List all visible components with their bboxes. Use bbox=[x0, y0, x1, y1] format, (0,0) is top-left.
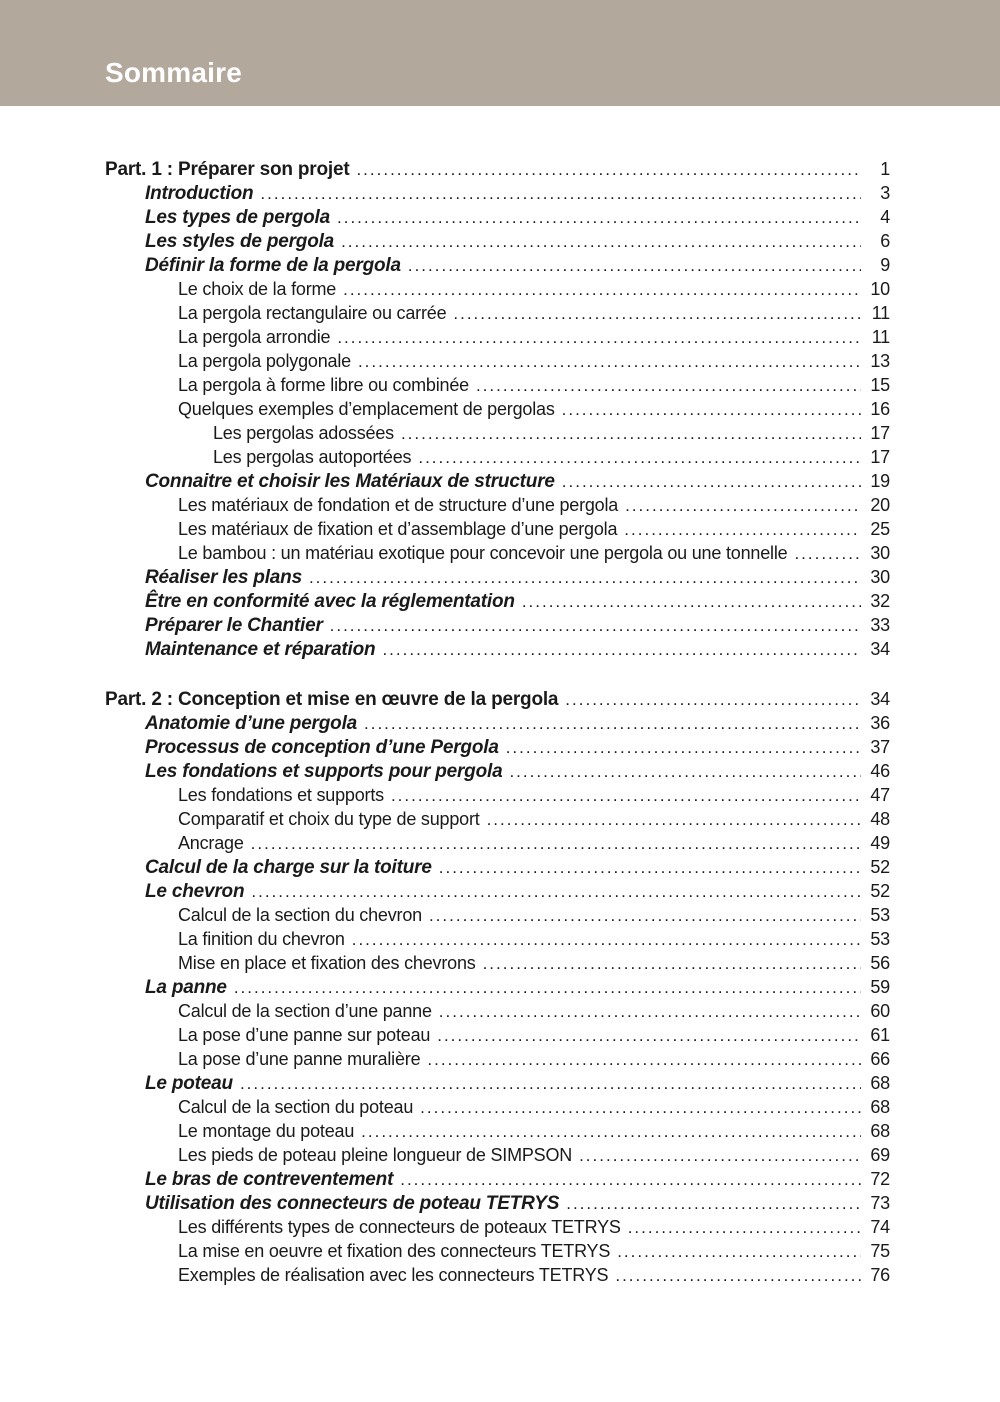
toc-entry-label: Connaitre et choisir les Matériaux de structure bbox=[145, 471, 555, 492]
toc-entry[interactable] bbox=[105, 1047, 890, 1071]
toc-entry-page: 53 bbox=[870, 905, 890, 925]
toc-entry[interactable] bbox=[105, 1119, 890, 1143]
toc-entry-page: 66 bbox=[870, 1049, 890, 1069]
toc-entry-label: Réaliser les plans bbox=[145, 567, 302, 588]
dot-leader bbox=[420, 1096, 861, 1121]
toc-entry-page: 30 bbox=[870, 567, 890, 587]
toc-entry[interactable] bbox=[105, 879, 890, 903]
toc-entry-label: Le chevron bbox=[145, 881, 245, 902]
dot-leader bbox=[418, 446, 861, 471]
dot-leader bbox=[522, 590, 861, 615]
toc-entry-page: 37 bbox=[870, 737, 890, 757]
toc-entry-label: Introduction bbox=[145, 183, 254, 204]
toc-entry[interactable] bbox=[105, 1143, 890, 1167]
toc-entry-label: Le choix de la forme bbox=[178, 279, 337, 299]
toc-entry-page: 74 bbox=[870, 1217, 890, 1237]
dot-leader bbox=[562, 470, 861, 495]
toc-entry-label: Part. 1 : Préparer son projet bbox=[105, 159, 350, 180]
toc-entry-page: 53 bbox=[870, 929, 890, 949]
toc-entry[interactable] bbox=[105, 807, 890, 831]
toc-entry[interactable] bbox=[105, 637, 890, 661]
toc-entry-page: 76 bbox=[870, 1265, 890, 1285]
toc-entry[interactable] bbox=[105, 831, 890, 855]
toc-entry[interactable] bbox=[105, 421, 890, 445]
dot-leader bbox=[352, 928, 861, 953]
toc-entry[interactable] bbox=[105, 325, 890, 349]
toc-entry-label: Le bras de contreventement bbox=[145, 1169, 394, 1190]
dot-leader bbox=[251, 880, 861, 905]
toc-entry[interactable] bbox=[105, 999, 890, 1023]
toc-entry[interactable] bbox=[105, 469, 890, 493]
toc-entry-label: Préparer le Chantier bbox=[145, 615, 323, 636]
toc-entry-label: Les types de pergola bbox=[145, 207, 331, 228]
dot-leader bbox=[506, 736, 861, 761]
toc-entry-page: 32 bbox=[870, 591, 890, 611]
dot-leader bbox=[562, 398, 861, 423]
dot-leader bbox=[234, 976, 861, 1001]
dot-leader bbox=[364, 712, 861, 737]
toc-entry[interactable] bbox=[105, 975, 890, 999]
dot-leader bbox=[343, 278, 861, 303]
toc-entry-page: 68 bbox=[870, 1073, 890, 1093]
dot-leader bbox=[437, 1024, 861, 1049]
dot-leader bbox=[382, 638, 861, 663]
toc-entry[interactable] bbox=[105, 589, 890, 613]
toc-entry[interactable] bbox=[105, 229, 890, 253]
toc-entry-label: Calcul de la section d’une panne bbox=[178, 1001, 432, 1021]
dot-leader bbox=[509, 760, 861, 785]
toc-entry-label: La mise en oeuvre et fixation des connecteurs TETRYS bbox=[178, 1241, 611, 1261]
dot-leader bbox=[391, 784, 861, 809]
toc-entry[interactable] bbox=[105, 1239, 890, 1263]
toc-entry-label: Quelques exemples d’emplacement de pergolas bbox=[178, 399, 555, 419]
dot-leader bbox=[439, 1000, 861, 1025]
toc-entry-label: La finition du chevron bbox=[178, 929, 345, 949]
dot-leader bbox=[579, 1144, 861, 1169]
toc-entry-page: 10 bbox=[870, 279, 890, 299]
toc-entry[interactable] bbox=[105, 565, 890, 589]
toc-entry-label: Maintenance et réparation bbox=[145, 639, 376, 660]
dot-leader bbox=[427, 1048, 861, 1073]
toc-entry-label: Les pergolas autoportées bbox=[213, 447, 412, 467]
dot-leader bbox=[453, 302, 861, 327]
toc-entry[interactable] bbox=[105, 373, 890, 397]
toc-section bbox=[105, 687, 890, 1287]
toc-entry-page: 46 bbox=[870, 761, 890, 781]
toc-entry[interactable] bbox=[105, 277, 890, 301]
dot-leader bbox=[617, 1240, 861, 1265]
toc-entry-label: Les matériaux de fixation et d’assemblage d’une pergola bbox=[178, 519, 618, 539]
toc-entry-page: 73 bbox=[870, 1193, 890, 1213]
toc-entry-label: La pose d’une panne sur poteau bbox=[178, 1025, 431, 1045]
toc-entry[interactable] bbox=[105, 157, 890, 181]
dot-leader bbox=[429, 904, 861, 929]
dot-leader bbox=[483, 952, 861, 977]
dot-leader bbox=[476, 374, 861, 399]
toc-entry-label: Calcul de la charge sur la toiture bbox=[145, 857, 432, 878]
toc-entry-label: Le bambou : un matériau exotique pour concevoir une pergola ou une tonnelle bbox=[178, 543, 788, 563]
header-band bbox=[0, 0, 1000, 106]
toc-entry-page: 56 bbox=[870, 953, 890, 973]
dot-leader bbox=[361, 1120, 861, 1145]
toc-entry-page: 17 bbox=[870, 447, 890, 467]
dot-leader bbox=[439, 856, 861, 881]
dot-leader bbox=[566, 1192, 861, 1217]
toc-entry-page: 19 bbox=[870, 471, 890, 491]
page-title: Sommaire bbox=[105, 57, 242, 88]
toc-entry-label: Mise en place et fixation des chevrons bbox=[178, 953, 476, 973]
toc-entry-page: 20 bbox=[870, 495, 890, 515]
toc-entry[interactable] bbox=[105, 735, 890, 759]
dot-leader bbox=[408, 254, 861, 279]
toc-entry-label: Exemples de réalisation avec les connecteurs TETRYS bbox=[178, 1265, 609, 1285]
toc-entry-label: La pose d’une panne muralière bbox=[178, 1049, 421, 1069]
dot-leader bbox=[401, 422, 861, 447]
toc-entry-page: 72 bbox=[870, 1169, 890, 1189]
toc-entry[interactable] bbox=[105, 253, 890, 277]
toc-entry-page: 69 bbox=[870, 1145, 890, 1165]
toc-entry[interactable] bbox=[105, 397, 890, 421]
toc-entry-label: La pergola à forme libre ou combinée bbox=[178, 375, 469, 395]
toc-entry-page: 11 bbox=[871, 303, 890, 323]
toc-entry-page: 68 bbox=[870, 1097, 890, 1117]
toc-entry-page: 16 bbox=[870, 399, 890, 419]
toc-entry[interactable] bbox=[105, 181, 890, 205]
toc-entry[interactable] bbox=[105, 759, 890, 783]
toc-section bbox=[105, 157, 890, 661]
toc-entry[interactable] bbox=[105, 205, 890, 229]
toc-entry[interactable] bbox=[105, 541, 890, 565]
toc-entry-label: Comparatif et choix du type de support bbox=[178, 809, 480, 829]
toc-entry-page: 49 bbox=[870, 833, 890, 853]
dot-leader bbox=[356, 158, 861, 183]
toc-entry[interactable] bbox=[105, 1215, 890, 1239]
toc-entry-page: 9 bbox=[880, 255, 890, 275]
dot-leader bbox=[400, 1168, 861, 1193]
toc-entry-page: 33 bbox=[870, 615, 890, 635]
toc-entry-page: 17 bbox=[870, 423, 890, 443]
dot-leader bbox=[625, 494, 861, 519]
toc-entry-page: 34 bbox=[870, 639, 890, 659]
toc-entry[interactable] bbox=[105, 1095, 890, 1119]
toc-entry-page: 3 bbox=[880, 183, 890, 203]
toc-entry-label: Le poteau bbox=[145, 1073, 233, 1094]
dot-leader bbox=[794, 542, 861, 567]
toc-entry[interactable] bbox=[105, 445, 890, 469]
dot-leader bbox=[240, 1072, 861, 1097]
toc-entry-page: 75 bbox=[870, 1241, 890, 1261]
toc-entry-label: Calcul de la section du chevron bbox=[178, 905, 422, 925]
toc-entry-page: 59 bbox=[870, 977, 890, 997]
toc-entry[interactable] bbox=[105, 613, 890, 637]
dot-leader bbox=[251, 832, 861, 857]
dot-leader bbox=[487, 808, 861, 833]
toc-entry-page: 13 bbox=[870, 351, 890, 371]
toc-entry-label: Processus de conception d’une Pergola bbox=[145, 737, 499, 758]
table-of-contents bbox=[105, 157, 890, 1287]
toc-entry-page: 47 bbox=[870, 785, 890, 805]
toc-entry-label: Ancrage bbox=[178, 833, 244, 853]
toc-entry-label: Les fondations et supports bbox=[178, 785, 384, 805]
toc-entry-page: 48 bbox=[870, 809, 890, 829]
toc-entry[interactable] bbox=[105, 1191, 890, 1215]
toc-entry-label: Les styles de pergola bbox=[145, 231, 335, 252]
toc-entry-label: Part. 2 : Conception et mise en œuvre de la pergola bbox=[105, 689, 559, 710]
toc-entry-label: Définir la forme de la pergola bbox=[145, 255, 401, 276]
toc-entry[interactable] bbox=[105, 1071, 890, 1095]
toc-entry[interactable] bbox=[105, 927, 890, 951]
toc-entry-page: 52 bbox=[870, 881, 890, 901]
dot-leader bbox=[565, 688, 861, 713]
toc-entry-page: 34 bbox=[870, 689, 890, 709]
toc-entry-page: 61 bbox=[870, 1025, 890, 1045]
toc-entry[interactable] bbox=[105, 855, 890, 879]
toc-entry-label: Utilisation des connecteurs de poteau TETRYS bbox=[145, 1193, 560, 1214]
toc-entry[interactable] bbox=[105, 951, 890, 975]
toc-entry[interactable] bbox=[105, 711, 890, 735]
toc-entry-label: La pergola rectangulaire ou carrée bbox=[178, 303, 447, 323]
dot-leader bbox=[260, 182, 861, 207]
toc-entry[interactable] bbox=[105, 1263, 890, 1287]
toc-entry-page: 36 bbox=[870, 713, 890, 733]
dot-leader bbox=[309, 566, 861, 591]
toc-entry-label: Anatomie d’une pergola bbox=[145, 713, 358, 734]
toc-entry-label: Les différents types de connecteurs de poteaux TETRYS bbox=[178, 1217, 621, 1237]
dot-leader bbox=[624, 518, 861, 543]
toc-entry[interactable] bbox=[105, 301, 890, 325]
toc-entry[interactable] bbox=[105, 517, 890, 541]
toc-entry-page: 30 bbox=[870, 543, 890, 563]
dot-leader bbox=[341, 230, 861, 255]
toc-entry-page: 11 bbox=[871, 327, 890, 347]
toc-entry-label: Être en conformité avec la réglementation bbox=[145, 591, 515, 612]
dot-leader bbox=[337, 206, 861, 231]
toc-entry[interactable] bbox=[105, 687, 890, 711]
toc-entry-label: Les fondations et supports pour pergola bbox=[145, 761, 503, 782]
dot-leader bbox=[337, 326, 861, 351]
toc-entry-label: Les matériaux de fondation et de structure d’une pergola bbox=[178, 495, 619, 515]
toc-entry-page: 1 bbox=[880, 159, 890, 179]
toc-entry-label: La pergola arrondie bbox=[178, 327, 331, 347]
toc-entry-page: 68 bbox=[870, 1121, 890, 1141]
toc-entry-page: 15 bbox=[870, 375, 890, 395]
toc-entry-label: Les pieds de poteau pleine longueur de SIMPSON bbox=[178, 1145, 573, 1165]
toc-entry[interactable] bbox=[105, 349, 890, 373]
toc-entry-label: La pergola polygonale bbox=[178, 351, 351, 371]
dot-leader bbox=[358, 350, 861, 375]
toc-entry-label: La panne bbox=[145, 977, 227, 998]
toc-entry[interactable] bbox=[105, 783, 890, 807]
toc-entry-page: 60 bbox=[870, 1001, 890, 1021]
toc-entry-page: 4 bbox=[880, 207, 890, 227]
toc-entry[interactable] bbox=[105, 493, 890, 517]
toc-entry-page: 52 bbox=[870, 857, 890, 877]
toc-entry-label: Le montage du poteau bbox=[178, 1121, 355, 1141]
toc-entry[interactable] bbox=[105, 1167, 890, 1191]
dot-leader bbox=[330, 614, 861, 639]
toc-entry[interactable] bbox=[105, 903, 890, 927]
dot-leader bbox=[615, 1264, 861, 1289]
toc-entry[interactable] bbox=[105, 1023, 890, 1047]
toc-entry-page: 25 bbox=[870, 519, 890, 539]
toc-entry-label: Calcul de la section du poteau bbox=[178, 1097, 414, 1117]
toc-entry-label: Les pergolas adossées bbox=[213, 423, 394, 443]
toc-entry-page: 6 bbox=[880, 231, 890, 251]
dot-leader bbox=[628, 1216, 861, 1241]
